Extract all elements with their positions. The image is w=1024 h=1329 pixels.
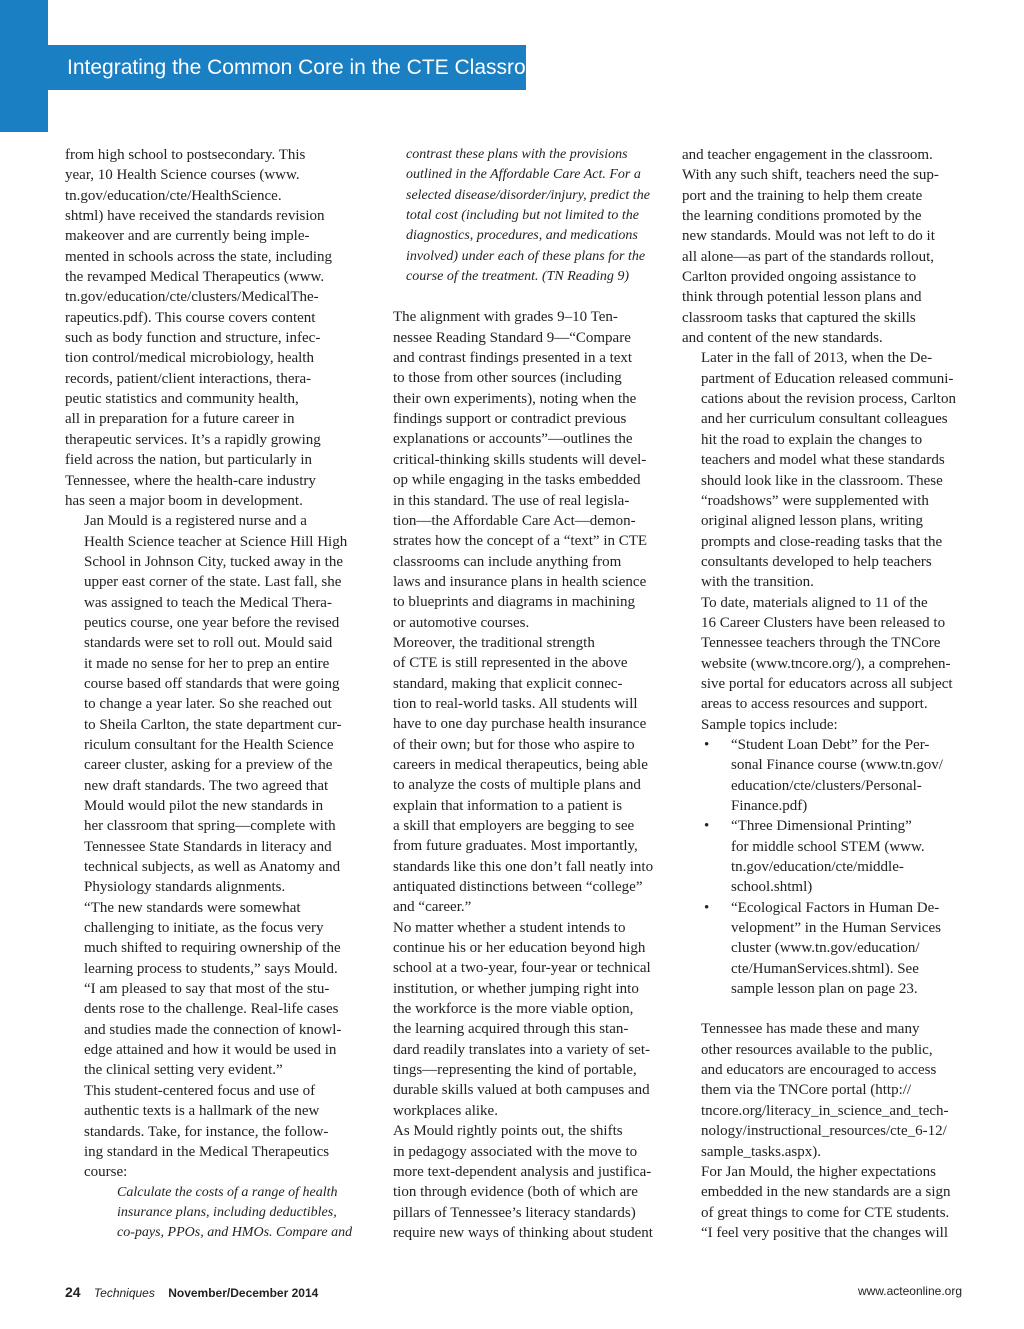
text-line: authentic texts is a hallmark of the new: [84, 1103, 320, 1120]
text-line: partment of Education released communi-: [701, 370, 954, 387]
text-line: peutics course, one year before the revised: [84, 614, 340, 631]
text-line: insurance plans, including deductibles,: [117, 1204, 337, 1220]
text-line: course:: [84, 1164, 128, 1181]
text-line: them via the TNCore portal (http://: [701, 1082, 912, 1099]
text-line: cte/HumanServices.shtml). See: [731, 960, 919, 977]
text-line: course of the treatment. (TN Reading 9): [406, 269, 630, 285]
text-line: outlined in the Affordable Care Act. For a: [406, 167, 641, 183]
text-line: all in preparation for a future career in: [65, 411, 295, 428]
text-line: cations about the revision process, Carlton: [701, 391, 956, 408]
text-line: nessee Reading Standard 9—“Compare: [393, 329, 631, 346]
text-line: school at a two-year, four-year or technical: [393, 960, 651, 977]
text-line: The alignment with grades 9–10 Ten-: [393, 309, 618, 326]
bullet-icon: •: [704, 899, 710, 916]
text-line: Health Science teacher at Science Hill High: [84, 533, 348, 550]
text-line: of their own; but for those who aspire to: [393, 736, 635, 753]
text-line: with the transition.: [701, 574, 814, 591]
text-line: the learning acquired through this stan-: [393, 1021, 629, 1038]
text-line: strates how the concept of a “text” in CTE: [393, 533, 648, 550]
text-line: challenging to initiate, as the focus very: [84, 920, 324, 937]
paragraph: [682, 1162, 964, 1243]
text-line: To date, materials aligned to 11 of the: [701, 594, 928, 611]
text-line: require new ways of thinking about student: [393, 1224, 653, 1241]
text-line: and content of the new standards.: [682, 330, 883, 347]
text-line: technical subjects, as well as Anatomy and: [84, 859, 341, 876]
text-line: sonal Finance course (www.tn.gov/: [731, 757, 943, 774]
text-line: the revamped Medical Therapeutics (www.: [65, 269, 325, 286]
text-line: of great things to come for CTE students.: [701, 1204, 950, 1221]
text-line: involved) under each of these plans for the: [406, 248, 646, 264]
text-line: institution, or whether jumping right into: [393, 980, 639, 997]
text-line: and teacher engagement in the classroom.: [682, 147, 933, 163]
text-line: Tennessee has made these and many: [701, 1021, 920, 1038]
text-line: tion through evidence (both of which are: [393, 1184, 638, 1201]
text-line: tion control/medical microbiology, health: [65, 350, 314, 367]
text-line: learning process to students,” says Mould.: [84, 960, 338, 977]
text-line: tn.gov/education/cte/middle-: [731, 859, 904, 876]
text-line: findings support or contradict previous: [393, 411, 627, 428]
text-line: the workforce is the more viable option,: [393, 1001, 634, 1018]
text-line: No matter whether a student intends to: [393, 919, 626, 936]
corner-accent-block: [0, 0, 48, 132]
text-line: rapeutics.pdf). This course covers content: [65, 309, 316, 326]
text-line: to those from other sources (including: [393, 370, 622, 387]
text-line: co-pays, PPOs, and HMOs. Compare and: [117, 1225, 353, 1241]
bullet-icon: •: [704, 736, 710, 753]
text-line: dents rose to the challenge. Real-life cases: [84, 1001, 339, 1018]
paragraph: [374, 1121, 659, 1243]
standard-quote: [65, 1183, 353, 1244]
text-line: sample lesson plan on page 23.: [731, 981, 918, 998]
text-line: tion to real-world tasks. All students will: [393, 695, 638, 712]
text-line: “roadshows” were supplemented with: [701, 492, 929, 509]
text-line: it made no sense for her to prep an entire: [84, 655, 330, 672]
text-line: course based off standards that were going: [84, 675, 340, 692]
text-line: to Sheila Carlton, the state department cur-: [84, 716, 342, 733]
text-line: in this standard. The use of real legisla-: [393, 492, 630, 509]
column-3: [682, 145, 964, 1243]
text-line: a skill that employers are begging to see: [393, 818, 635, 834]
text-line: embedded in the new standards are a sign: [701, 1184, 951, 1201]
text-line: website (www.tncore.org/), a comprehen-: [701, 655, 951, 672]
text-line: of CTE is still represented in the above: [393, 655, 628, 672]
text-line: other resources available to the public,: [701, 1041, 933, 1058]
text-line: Sample topics include:: [701, 716, 838, 733]
text-line: new draft standards. The two agreed that: [84, 777, 329, 794]
text-line: Moreover, the traditional strength: [393, 634, 595, 651]
text-line: or automotive courses.: [393, 614, 530, 631]
text-line: As Mould rightly points out, the shifts: [393, 1123, 623, 1140]
text-line: tings—representing the kind of portable,: [393, 1062, 637, 1079]
text-line: hit the road to explain the changes to: [701, 431, 923, 448]
text-line: school.shtml): [731, 879, 813, 896]
text-line: think through potential lesson plans and: [682, 289, 922, 306]
issue-date: November/December 2014: [168, 1286, 319, 1300]
paragraph: [682, 145, 964, 348]
text-line: classroom tasks that captured the skills: [682, 309, 916, 326]
paragraph: [65, 1081, 348, 1183]
text-line: pillars of Tennessee’s literacy standards): [393, 1204, 636, 1221]
paragraph: [65, 511, 348, 898]
text-line: standards were set to roll out. Mould said: [84, 635, 333, 652]
text-line: critical-thinking skills students will devel-: [393, 451, 647, 468]
text-line: selected disease/disorder/injury, predict the: [406, 187, 650, 203]
list-item-text: [731, 735, 964, 816]
magazine-name: Techniques: [93, 1286, 155, 1300]
paragraph: [682, 593, 964, 735]
text-line: more text-dependent analysis and justifica-: [393, 1163, 652, 1180]
text-line: such as body function and structure, infec-: [65, 330, 321, 347]
text-line: This student-centered focus and use of: [84, 1082, 316, 1099]
text-line: upper east corner of the state. Last fall, she: [84, 574, 342, 591]
text-line: should look like in the classroom. These: [701, 472, 943, 489]
text-line: “I feel very positive that the changes will: [701, 1224, 948, 1241]
text-line: “I am pleased to say that most of the stu-: [84, 981, 330, 998]
standard-quote: [374, 145, 659, 287]
list-item-text: [731, 816, 964, 897]
text-line: and “career.”: [393, 899, 472, 916]
text-line: Tennessee teachers through the TNCore: [701, 635, 941, 652]
text-line: makeover and are currently being imple-: [65, 228, 310, 245]
text-line: Later in the fall of 2013, when the De-: [701, 350, 933, 367]
list-item-text: [731, 898, 964, 1000]
text-line: from high school to postsecondary. This: [65, 147, 306, 163]
text-line: for middle school STEM (www.: [731, 838, 925, 855]
text-line: sive portal for educators across all subject: [701, 675, 953, 692]
text-line: and studies made the connection of knowl-: [84, 1021, 342, 1038]
text-line: “The new standards were somewhat: [84, 899, 301, 916]
text-line: nology/instructional_resources/cte_6-12/: [701, 1123, 947, 1140]
text-line: contrast these plans with the provisions: [406, 147, 628, 162]
spacer: [682, 999, 964, 1019]
text-line: Calculate the costs of a range of health: [117, 1184, 338, 1200]
website-url: www.acteonline.org: [857, 1284, 962, 1298]
text-line: much shifted to requiring ownership of the: [84, 940, 341, 957]
text-line: their own experiments), noting when the: [393, 390, 637, 407]
text-line: records, patient/client interactions, thera-: [65, 370, 312, 387]
text-line: explain that information to a patient is: [393, 797, 623, 814]
text-line: to change a year later. So she reached out: [84, 696, 332, 713]
text-line: her classroom that spring—complete with: [84, 818, 336, 835]
text-line: Carlton provided ongoing assistance to: [682, 269, 917, 286]
text-line: Mould would pilot the new standards in: [84, 798, 324, 814]
list-item: [682, 898, 964, 1000]
text-line: and contrast findings presented in a text: [393, 350, 633, 367]
text-line: mented in schools across the state, including: [65, 248, 333, 265]
text-line: careers in medical therapeutics, being able: [393, 756, 648, 773]
text-line: and her curriculum consultant colleagues: [701, 411, 948, 428]
text-line: riculum consultant for the Health Science: [84, 736, 334, 753]
page-footer-left: [65, 1284, 318, 1300]
text-line: “Student Loan Debt” for the Per-: [731, 736, 930, 753]
text-line: Tennessee, where the health-care industry: [65, 472, 316, 489]
text-line: sample_tasks.aspx).: [701, 1143, 821, 1160]
text-line: tncore.org/literacy_in_science_and_tech-: [701, 1102, 949, 1119]
text-line: consultants developed to help teachers: [701, 553, 932, 570]
text-line: prompts and close-reading tasks that the: [701, 533, 943, 550]
text-line: total cost (including but not limited to the: [406, 208, 639, 224]
text-line: field across the nation, but particularly in: [65, 452, 313, 469]
text-line: and educators are encouraged to access: [701, 1062, 937, 1079]
paragraph: [682, 348, 964, 592]
text-line: ing standard in the Medical Therapeutics: [84, 1143, 330, 1160]
text-line: “Three Dimensional Printing”: [731, 818, 912, 835]
paragraph: [65, 898, 348, 1081]
text-line: peutic statistics and community health,: [65, 391, 299, 408]
paragraph: [682, 1019, 964, 1161]
text-line: areas to access resources and support.: [701, 696, 928, 713]
text-line: was assigned to teach the Medical Thera-: [84, 594, 332, 611]
text-line: explanations or accounts”—outlines the: [393, 431, 633, 448]
text-line: shtml) have received the standards revision: [65, 208, 325, 225]
text-line: Finance.pdf): [731, 798, 808, 814]
text-line: in pedagogy associated with the move to: [393, 1143, 638, 1160]
text-line: With any such shift, teachers need the sup-: [682, 167, 939, 184]
text-line: workplaces alike.: [393, 1102, 498, 1119]
text-line: therapeutic services. It’s a rapidly growing: [65, 431, 321, 448]
paragraph: [374, 918, 659, 1121]
text-line: standard, making that explicit connec-: [393, 675, 623, 692]
text-line: velopment” in the Human Services: [731, 920, 941, 937]
text-line: dard readily translates into a variety of set-: [393, 1041, 650, 1058]
text-line: antiquated distinctions between “college”: [393, 879, 643, 896]
bullet-icon: •: [704, 818, 710, 835]
text-line: Tennessee State Standards in literacy and: [84, 838, 332, 855]
text-line: to analyze the costs of multiple plans and: [393, 777, 641, 794]
text-line: year, 10 Health Science courses (www.: [65, 167, 300, 184]
section-banner: Integrating the Common Core in the CTE Classroom: [48, 45, 526, 90]
page-number: 24: [65, 1284, 81, 1300]
column-2: [374, 145, 659, 1243]
text-line: School in Johnson City, tucked away in the: [84, 553, 343, 570]
text-line: port and the training to help them create: [682, 187, 923, 204]
text-line: 16 Career Clusters have been released to: [701, 614, 946, 631]
text-line: has seen a major boom in development.: [65, 492, 303, 509]
text-line: op while engaging in the tasks embedded: [393, 472, 641, 489]
paragraph: [374, 307, 659, 633]
text-line: new standards. Mould was not left to do it: [682, 228, 935, 245]
text-line: continue his or her education beyond high: [393, 940, 646, 957]
text-line: standards. Take, for instance, the follow-: [84, 1123, 329, 1140]
column-1: [65, 145, 353, 1244]
text-line: original aligned lesson plans, writing: [701, 513, 924, 530]
text-line: career cluster, asking for a preview of the: [84, 757, 333, 774]
text-line: For Jan Mould, the higher expectations: [701, 1163, 936, 1180]
text-line: tn.gov/education/cte/HealthScience.: [65, 187, 282, 204]
sample-topics-list: [682, 735, 964, 999]
text-line: Physiology standards alignments.: [84, 879, 286, 896]
paragraph: [65, 145, 348, 511]
list-item: [682, 735, 964, 816]
text-line: standards like this one don’t fall neatly into: [393, 858, 654, 875]
text-line: to blueprints and diagrams in machining: [393, 594, 636, 611]
text-line: have to one day purchase health insurance: [393, 716, 647, 733]
text-line: cluster (www.tn.gov/education/: [731, 940, 920, 957]
text-line: all alone—as part of the standards rollout,: [682, 248, 935, 265]
text-line: diagnostics, procedures, and medications: [406, 228, 638, 244]
paragraph: [374, 633, 659, 918]
text-line: the learning conditions promoted by the: [682, 208, 922, 225]
text-line: “Ecological Factors in Human De-: [731, 899, 940, 916]
list-item: [682, 816, 964, 897]
text-line: teachers and model what these standards: [701, 452, 945, 469]
spacer: [374, 287, 659, 307]
text-line: classrooms can include anything from: [393, 553, 622, 570]
text-line: laws and insurance plans in health science: [393, 573, 647, 590]
text-line: edge attained and how it would be used in: [84, 1042, 337, 1059]
text-line: the clinical setting very evident.”: [84, 1062, 283, 1079]
text-line: Jan Mould is a registered nurse and a: [84, 513, 307, 530]
text-line: tion—the Affordable Care Act—demon-: [393, 512, 636, 529]
text-line: durable skills valued at both campuses and: [393, 1082, 650, 1099]
text-line: education/cte/clusters/Personal-: [731, 777, 922, 794]
text-line: from future graduates. Most importantly,: [393, 838, 638, 855]
text-line: tn.gov/education/cte/clusters/MedicalThe-: [65, 289, 319, 306]
